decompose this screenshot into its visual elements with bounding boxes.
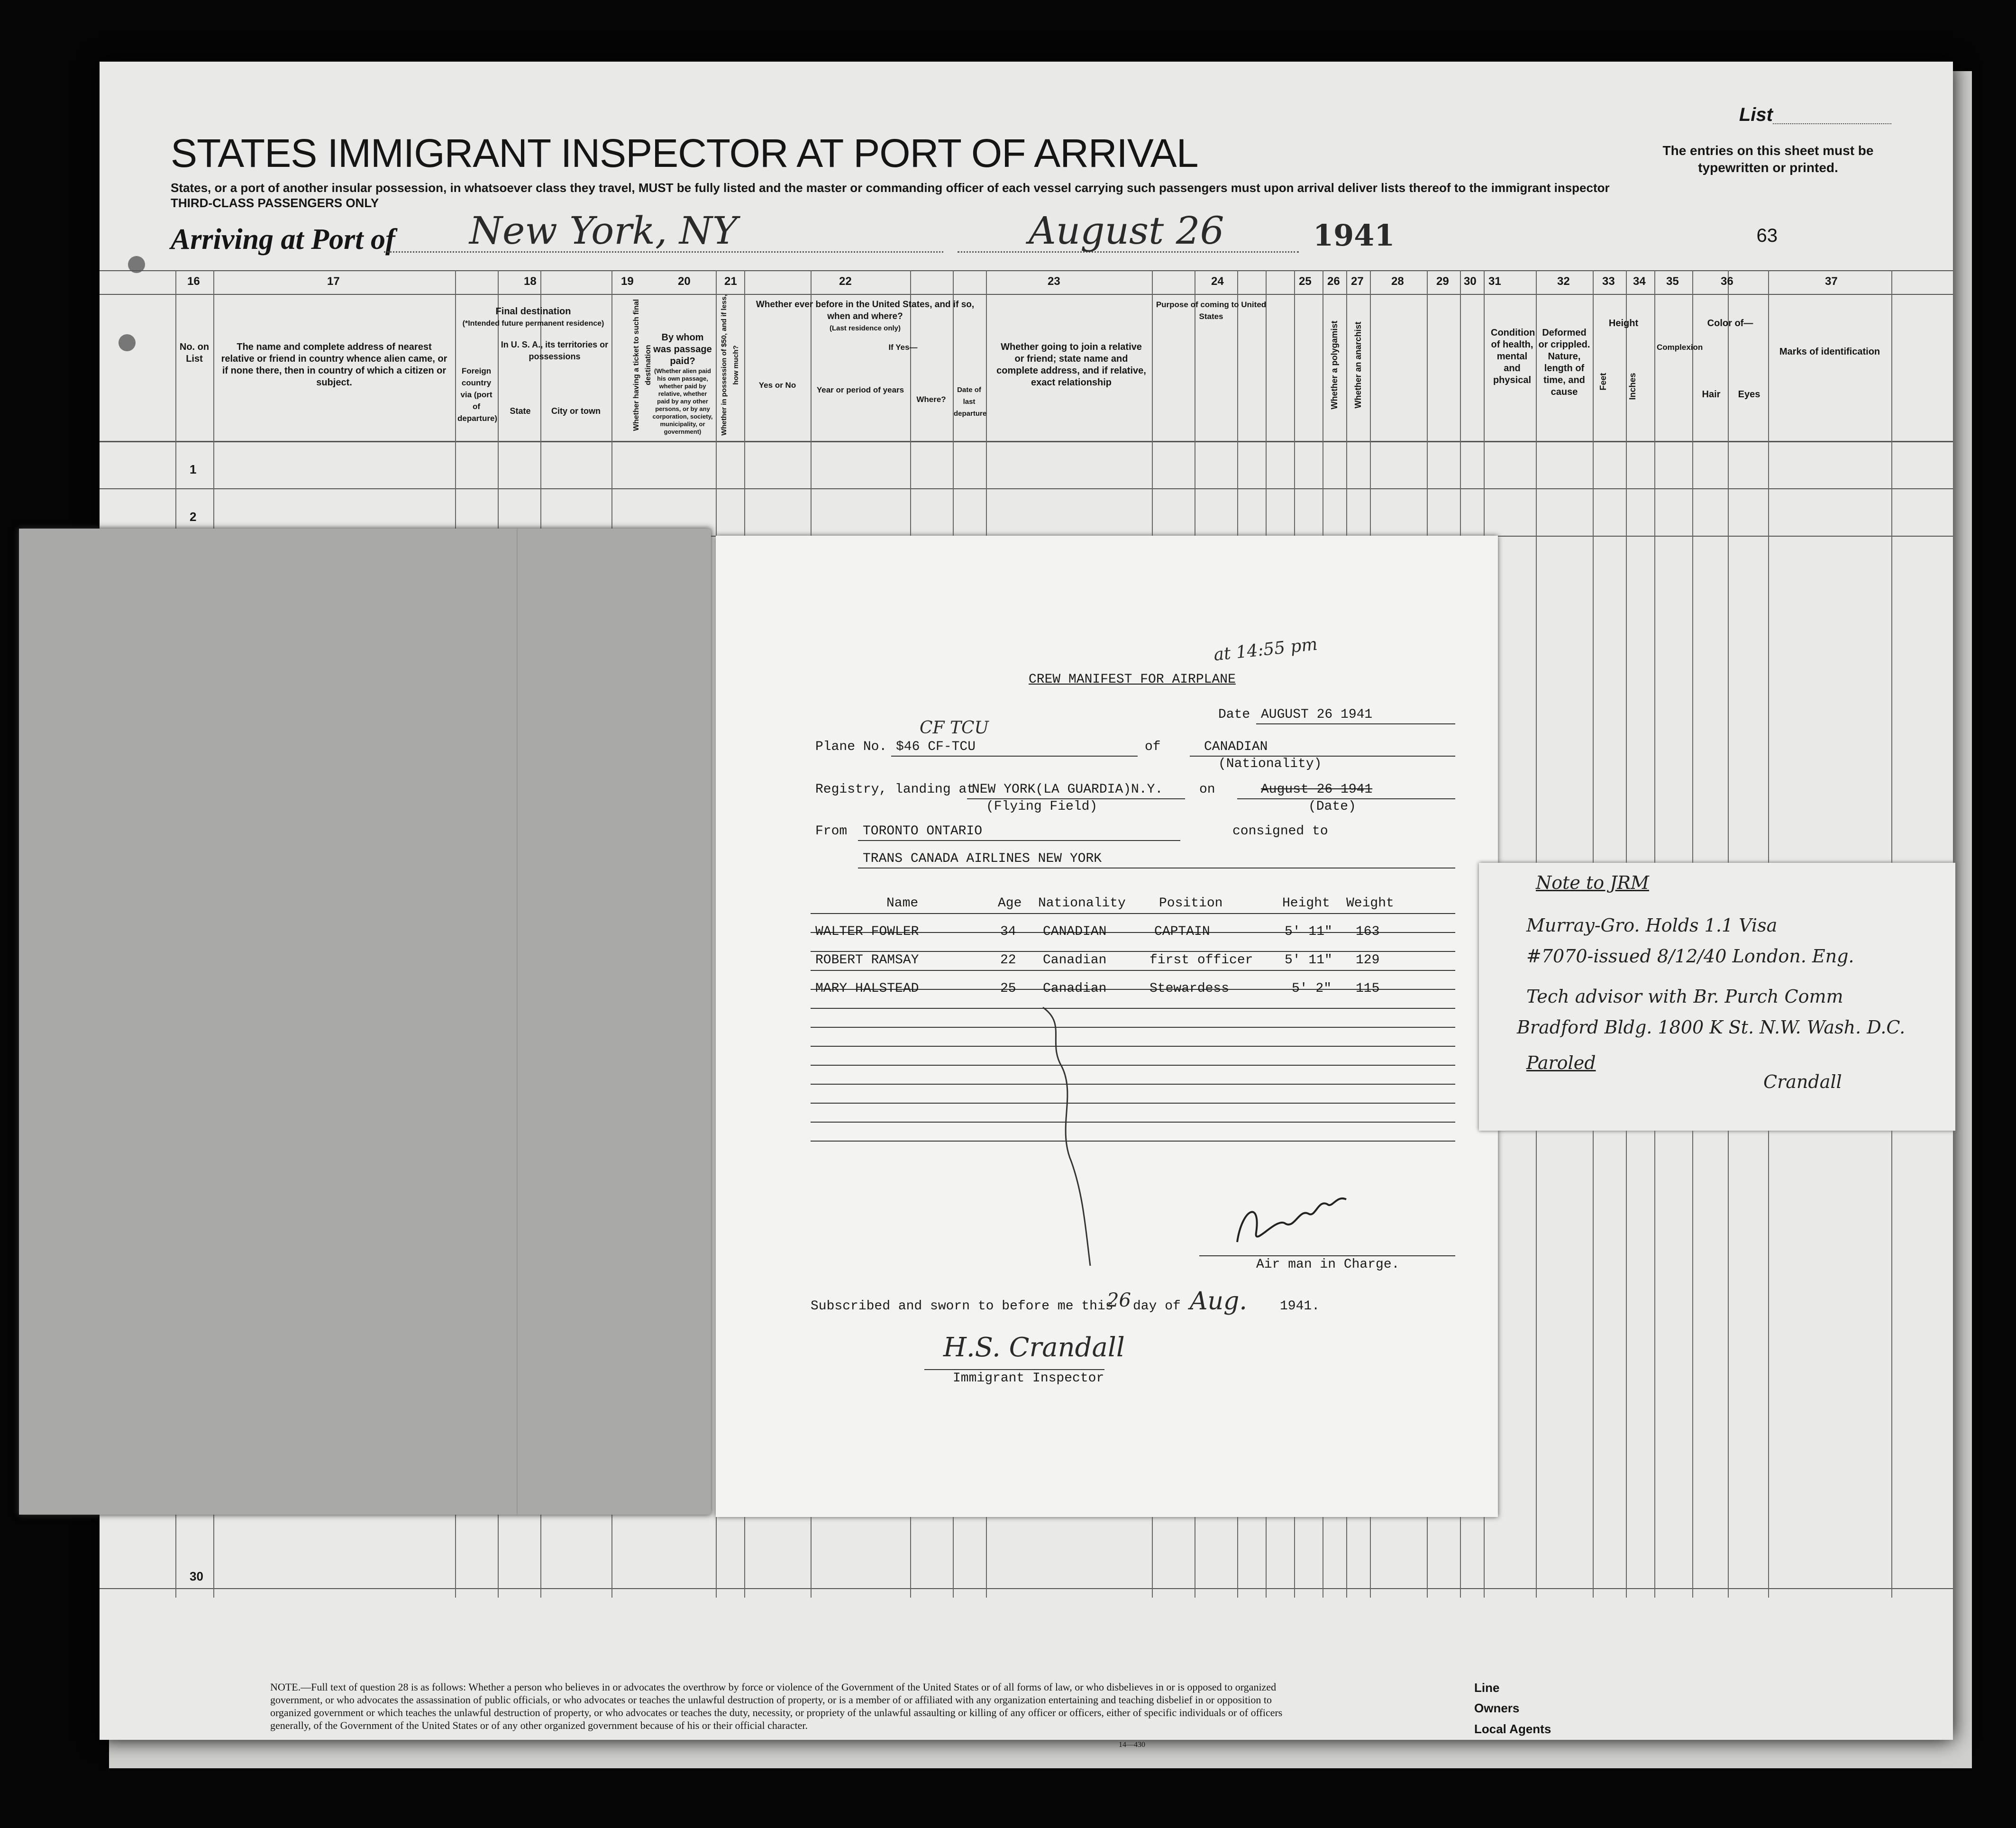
- paper-fold: [517, 529, 518, 1515]
- sworn-month: Aug.: [1190, 1287, 1247, 1316]
- col-num-20: 20: [678, 275, 691, 288]
- crew-name: ROBERT RAMSAY: [815, 953, 919, 968]
- table-rule: [811, 1122, 1455, 1123]
- crew-name: WALTER FOWLER: [815, 924, 919, 939]
- inspector-signature-line: [924, 1369, 1104, 1370]
- sworn-text: Subscribed and sworn to before me this: [811, 1299, 1113, 1314]
- crew-nationality: Canadian: [1043, 981, 1107, 996]
- col-num-28: 28: [1391, 275, 1404, 288]
- crew-manifest-card: [716, 536, 1498, 1517]
- header-final-destination: [455, 306, 611, 329]
- list-number-line: [1773, 123, 1891, 124]
- row-rule-30: [100, 1588, 1953, 1589]
- manifest-title: CREW MANIFEST FOR AIRPLANE: [1029, 672, 1236, 687]
- list-label: List: [1739, 104, 1773, 125]
- col-nationality-header: Nationality: [1038, 896, 1126, 911]
- header-condition-health: Condition of health, mental and physical: [1491, 328, 1535, 385]
- gray-overlay-sheet: [19, 529, 711, 1515]
- ever-before-label: Whether ever before in the United States, and if so, when and where?: [756, 300, 975, 321]
- header-joining-relative: Whether going to join a relative or friend; state name and complete address, and if relative, exact relationship: [996, 342, 1146, 388]
- sworn-year: 1941.: [1280, 1299, 1320, 1314]
- col-num-18: 18: [524, 275, 537, 288]
- crew-age: 25: [1000, 981, 1016, 996]
- header-yes-no: Yes or No: [758, 381, 796, 390]
- table-rule: [811, 913, 1455, 914]
- table-rule: [811, 1103, 1455, 1104]
- header-no-on-list: No. on List: [179, 342, 210, 364]
- local-agents-label: Local Agents: [1474, 1722, 1551, 1736]
- crew-height: 5' 11": [1285, 953, 1332, 968]
- header-date-departure: Date of last departure: [954, 386, 987, 418]
- row-number-30: 30: [190, 1569, 203, 1583]
- table-rule: [811, 1141, 1455, 1142]
- header-marks: Marks of identification: [1779, 347, 1880, 357]
- header-if-yes: If Yes—: [888, 343, 918, 352]
- registry-value: NEW YORK(LA GUARDIA)N.Y.: [972, 782, 1163, 797]
- header-feet: Feet: [1598, 373, 1608, 391]
- header-state: State: [510, 406, 531, 416]
- header-in-usa: In U. S. A., its territories or possessions: [501, 340, 609, 361]
- crew-nationality: CANADIAN: [1043, 924, 1107, 939]
- crew-position: first officer: [1149, 953, 1253, 968]
- airman-signature-line: [1199, 1255, 1455, 1256]
- handwritten-time: at 14:55 pm: [1213, 634, 1319, 665]
- day-of-label: day of: [1133, 1299, 1181, 1314]
- grid-header-rule: [100, 441, 1953, 442]
- port-handwritten: New York, NY: [469, 209, 738, 253]
- note-line: Murray-Gro. Holds 1.1 Visa: [1526, 915, 1778, 936]
- owners-label: Owners: [1474, 1701, 1520, 1715]
- table-rule: [811, 1046, 1455, 1047]
- airman-caption: Air man in Charge.: [1256, 1257, 1400, 1272]
- form-code: 14—430: [1119, 1741, 1145, 1749]
- header-hair: Hair: [1702, 389, 1721, 400]
- note-line: Note to JRM: [1536, 872, 1649, 893]
- header-ever-before: [747, 299, 984, 334]
- col-num-26: 26: [1327, 275, 1340, 288]
- col-num-22: 22: [839, 275, 852, 288]
- col-height-header: Height: [1282, 896, 1330, 911]
- header-relative-abroad: The name and complete address of nearest relative or friend in country whence alien came, or if none there, then in country of which a citizen or subject.: [221, 342, 447, 388]
- row-number-1: 1: [190, 462, 197, 476]
- crew-weight: 163: [1356, 924, 1380, 939]
- sworn-day: 26: [1107, 1289, 1131, 1311]
- col-num-37: 37: [1825, 275, 1838, 288]
- final-destination-label: Final destination: [495, 306, 571, 317]
- header-year-period: Year or period of years: [816, 385, 904, 394]
- page-number: 63: [1756, 225, 1778, 246]
- date-caption: (Date): [1308, 799, 1356, 814]
- header-possession-50: Whether in possession of $50, and if less, how much?: [720, 294, 740, 436]
- col-weight-header: Weight: [1346, 896, 1394, 911]
- table-rule: [811, 1008, 1455, 1009]
- of-label: of: [1145, 740, 1161, 754]
- col-name-header: Name: [886, 896, 919, 911]
- line-label: Line: [1474, 1681, 1500, 1695]
- passage-paid-note: (Whether alien paid his own passage, whether paid by relative, whether paid by any other persons, or by any corporation, society, municipality, or government): [652, 367, 713, 435]
- instructions-text: States, or a port of another insular possession, in whatsoever class they travel, MUST be fully listed and the master or commanding officer of each vessel carrying such passengers must upon arrival deliver lists thereof to the immigrant inspector: [171, 181, 1610, 195]
- crew-position: CAPTAIN: [1154, 924, 1210, 939]
- crew-height: 5' 2": [1292, 981, 1332, 996]
- table-rule: [811, 1027, 1455, 1028]
- col-num-35: 35: [1666, 275, 1679, 288]
- col-position-header: Position: [1159, 896, 1223, 911]
- table-rule: [811, 951, 1455, 952]
- plane-value: $46 CF-TCU: [896, 740, 976, 754]
- flying-field-caption: (Flying Field): [986, 799, 1098, 814]
- col-num-33: 33: [1602, 275, 1615, 288]
- year: 1941: [1313, 218, 1395, 253]
- date-handwritten: August 26: [1029, 209, 1224, 253]
- date-value: AUGUST 26 1941: [1261, 707, 1373, 722]
- crew-height: 5' 11": [1285, 924, 1332, 939]
- grid-top-rule: [100, 270, 1953, 271]
- crew-position: Stewardess: [1149, 981, 1230, 996]
- note-line: Tech advisor with Br. Purch Comm: [1526, 986, 1843, 1007]
- inspector-caption: Immigrant Inspector: [953, 1371, 1104, 1386]
- from-value: TORONTO ONTARIO: [863, 824, 983, 839]
- plane-underline: [891, 756, 1138, 757]
- col-num-32: 32: [1557, 275, 1570, 288]
- col-num-25: 25: [1299, 275, 1312, 288]
- header-eyes: Eyes: [1738, 389, 1761, 400]
- crew-name: MARY HALSTEAD: [815, 981, 919, 996]
- col-num-27: 27: [1351, 275, 1364, 288]
- table-rule: [811, 1084, 1455, 1085]
- header-height: Height: [1608, 318, 1639, 329]
- nationality-value: CANADIAN: [1204, 740, 1268, 754]
- class-note: THIRD-CLASS PASSENGERS ONLY: [171, 196, 379, 210]
- final-destination-note: (*Intended future permanent residence): [462, 320, 604, 328]
- airman-signature: [1228, 1190, 1351, 1256]
- col-age-header: Age: [998, 896, 1022, 911]
- table-rule: [811, 970, 1455, 971]
- note-line: #7070-issued 8/12/40 London. Eng.: [1526, 946, 1854, 967]
- header-ticket: Whether having a ticket to such final destination: [632, 299, 652, 431]
- crew-weight: 115: [1356, 981, 1380, 996]
- header-complexion: Complexion: [1657, 343, 1703, 352]
- note-line: Bradford Bldg. 1800 K St. N.W. Wash. D.C.: [1517, 1017, 1906, 1038]
- col-num-30: 30: [1464, 275, 1477, 288]
- table-rule: [811, 1065, 1455, 1066]
- header-color-of: Color of—: [1707, 318, 1753, 329]
- plane-handwritten: CF TCU: [920, 718, 989, 738]
- header-city-town: City or town: [551, 406, 601, 416]
- col-num-29: 29: [1436, 275, 1449, 288]
- col-num-19: 19: [621, 275, 634, 288]
- header-anarchist: Whether an anarchist: [1353, 321, 1363, 409]
- crew-age: 22: [1000, 953, 1016, 968]
- header-instructions: [171, 180, 1688, 210]
- col-num-31: 31: [1488, 275, 1501, 288]
- consigned-label: consigned to: [1232, 824, 1328, 839]
- crew-weight: 129: [1356, 953, 1380, 968]
- header-where: Where?: [916, 395, 946, 404]
- header-polygamist: Whether a polygamist: [1330, 320, 1339, 410]
- note-line: Crandall: [1763, 1071, 1842, 1092]
- handwritten-note-card: [1479, 863, 1955, 1131]
- scribble-mark: [1038, 1005, 1095, 1270]
- col-num-21: 21: [724, 275, 737, 288]
- row-number-2: 2: [190, 510, 197, 524]
- crew-nationality: Canadian: [1043, 953, 1107, 968]
- registry-label: Registry, landing at: [815, 782, 975, 797]
- on-label: on: [1199, 782, 1215, 797]
- header-purpose: Purpose of coming to United States: [1156, 300, 1267, 321]
- date-label: Date: [1218, 707, 1250, 722]
- nationality-caption: (Nationality): [1218, 757, 1322, 771]
- plane-label: Plane No.: [815, 740, 887, 754]
- from-label: From: [815, 824, 848, 839]
- crew-age: 34: [1000, 924, 1016, 939]
- col-num-34: 34: [1633, 275, 1646, 288]
- inspector-signature: H.S. Crandall: [943, 1332, 1125, 1363]
- col-num-16: 16: [187, 275, 200, 288]
- note-line: Paroled: [1526, 1052, 1596, 1073]
- row-rule-1: [100, 488, 1953, 489]
- col-num-17: 17: [327, 275, 340, 288]
- grid-number-rule: [100, 294, 1953, 295]
- consignee-value: TRANS CANADA AIRLINES NEW YORK: [863, 851, 1102, 866]
- date-underline: [1256, 723, 1455, 724]
- col-num-24: 24: [1211, 275, 1224, 288]
- page-title: STATES IMMIGRANT INSPECTOR AT PORT OF ARRIVAL: [171, 131, 1198, 175]
- footer-note: NOTE.—Full text of question 28 is as follows: Whether a person who believes in or advocates the overthrow by force or violence of the Government of the United States or of all forms of law, or who disbelieves in or is opposed to organized government, or who advocates the assassination of public officials, or who advocates or teaches the unlawful destruction of property, or is a member of or affiliated with any organization entertaining and teaching disbelief in or opposition to organized government or which teaches the unlawful destruction of property, or who advocates or teaches the duty, necessity, or propriety of the unlawful assaulting or killing of any officer or officers, either of specific individuals or of officers generally, of the Government of the United States or of any other organized government because of his or their official character.: [270, 1681, 1283, 1731]
- passage-paid-label: By whom was passage paid?: [653, 332, 712, 366]
- arriving-label: Arriving at Port of: [171, 223, 395, 256]
- header-deformed: Deformed or crippled. Nature, length of time, and cause: [1538, 328, 1590, 397]
- last-residence-note: (Last residence only): [829, 324, 901, 332]
- col-num-36: 36: [1721, 275, 1733, 288]
- on-date-value: August 26 1941: [1261, 782, 1373, 797]
- from-underline: [858, 840, 1180, 841]
- header-passage-paid: [652, 332, 713, 436]
- col-num-23: 23: [1048, 275, 1060, 288]
- header-foreign-country: Foreign country via (port of departure): [457, 366, 498, 423]
- entries-note: The entries on this sheet must be typewritten or printed.: [1662, 143, 1874, 175]
- header-inches: Inches: [1628, 373, 1637, 400]
